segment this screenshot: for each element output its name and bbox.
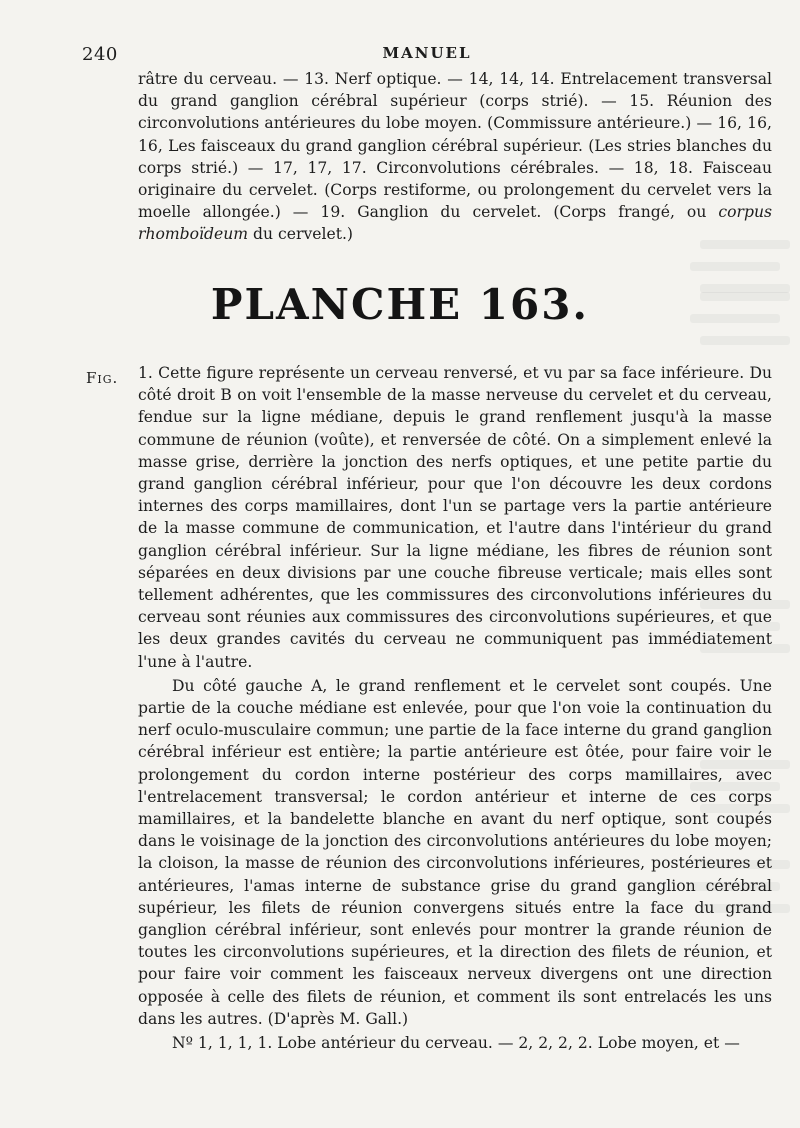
show-through-mark [690,262,780,271]
continuation-text: râtre du cerveau. — 13. Nerf optique. — 14, 14, 14. Entrelacement transversal du grand ganglion cérébral supérieur (corps strié). — 15. Réunion des circonvolutions antérieures du lobe moyen. (Commissure antérieure.) — 16, 16, 16, Les faisceaux du grand ganglion cérébral supérieur. (Les stries blanches du corps strié.) — 17, 17, 17. Circonvolutions cérébrales. — 18, 18. Faisceau originaire du cervelet. (Corps restiforme, ou prolongement du cervelet vers la moelle allongée.) — 19. Ganglion du cervelet. (Corps frangé, ou [138,70,772,222]
figure-label: Fig. [86,369,119,387]
figure-paragraph-2: Du côté gauche A, le grand renflement et le cervelet sont coupés. Une partie de la couche médiane est enlevée, pour que l'on voie la continuation du nerf oculo-musculaire commun; une partie de la face interne du grand ganglion cérébral inférieur est entière; la partie antérieure est ôtée, pour faire voir le prolongement du cordon interne postérieur des corps mamillaires, avec l'entrelacement transversal; le cordon antérieur et interne de ces corps mamillaires, et la bandelette blanche en avant du nerf optique, sont coupés dans le voisinage de la jonction des circonvolutions antérieures du lobe moyen; la cloison, la masse de réunion des circonvolutions inférieures, postérieures et antérieures, l'amas interne de substance grise du grand ganglion cérébral supérieur, les filets de réunion convergens situés entre la face du grand ganglion cérébral inférieur, sont enlevés pour montrer la grande réunion de toutes les circonvolutions supérieures, et la direction des filets de réunion, et pour faire voir comment les faisceaux nerveux divergens ont une direction opposée à celle des filets de réunion, et comment ils sont entrelacés les uns dans les autres. (D'après M. Gall.) [138,676,772,1028]
page-number: 240 [82,44,118,65]
running-title: MANUEL [382,44,472,62]
continuation-paragraph [138,68,772,246]
plate-title: PLANCHE 163. [210,280,590,329]
figure-paragraph-1: 1. Cette figure représente un cerveau renversé, et vu par sa face inférieure. Du côté droit B on voit l'ensemble de la masse nerveuse du cervelet et du cerveau, fendue sur la ligne médiane, depuis le grand renflement jusqu'à la masse commune de réunion (voûte), et renversée de côté. On a simplement enlevé la masse grise, derrière la jonction des nerfs optiques, et une petite partie du grand ganglion cérébral inférieur, pour que l'on découvre les deux cordons internes des corps mamillaires, dont l'un se partage vers la partie antérieure de la masse commune de communication, et l'autre dans l'intérieur du grand ganglion cérébral inférieur. Sur la ligne médiane, les fibres de réunion sont séparées en deux divisions par une couche fibreuse verticale; mais elles sont tellement adhérentes, que les commissures des circonvolutions inférieures du cerveau sont réunies aux commissures des circonvolutions supérieures, et que les deux grandes cavités du cerveau ne communiquent pas immédiatement l'une à l'autre. [138,364,772,671]
figure-description [138,362,772,1054]
show-through-mark [700,336,790,345]
figure-paragraph-3: Nº 1, 1, 1, 1. Lobe antérieur du cerveau. — 2, 2, 2, 2. Lobe moyen, et — [172,1034,740,1053]
italic-term: corpus rhomboïdeum [138,203,772,244]
page-header [82,44,772,70]
continuation-tail: du cervelet.) [253,225,354,244]
